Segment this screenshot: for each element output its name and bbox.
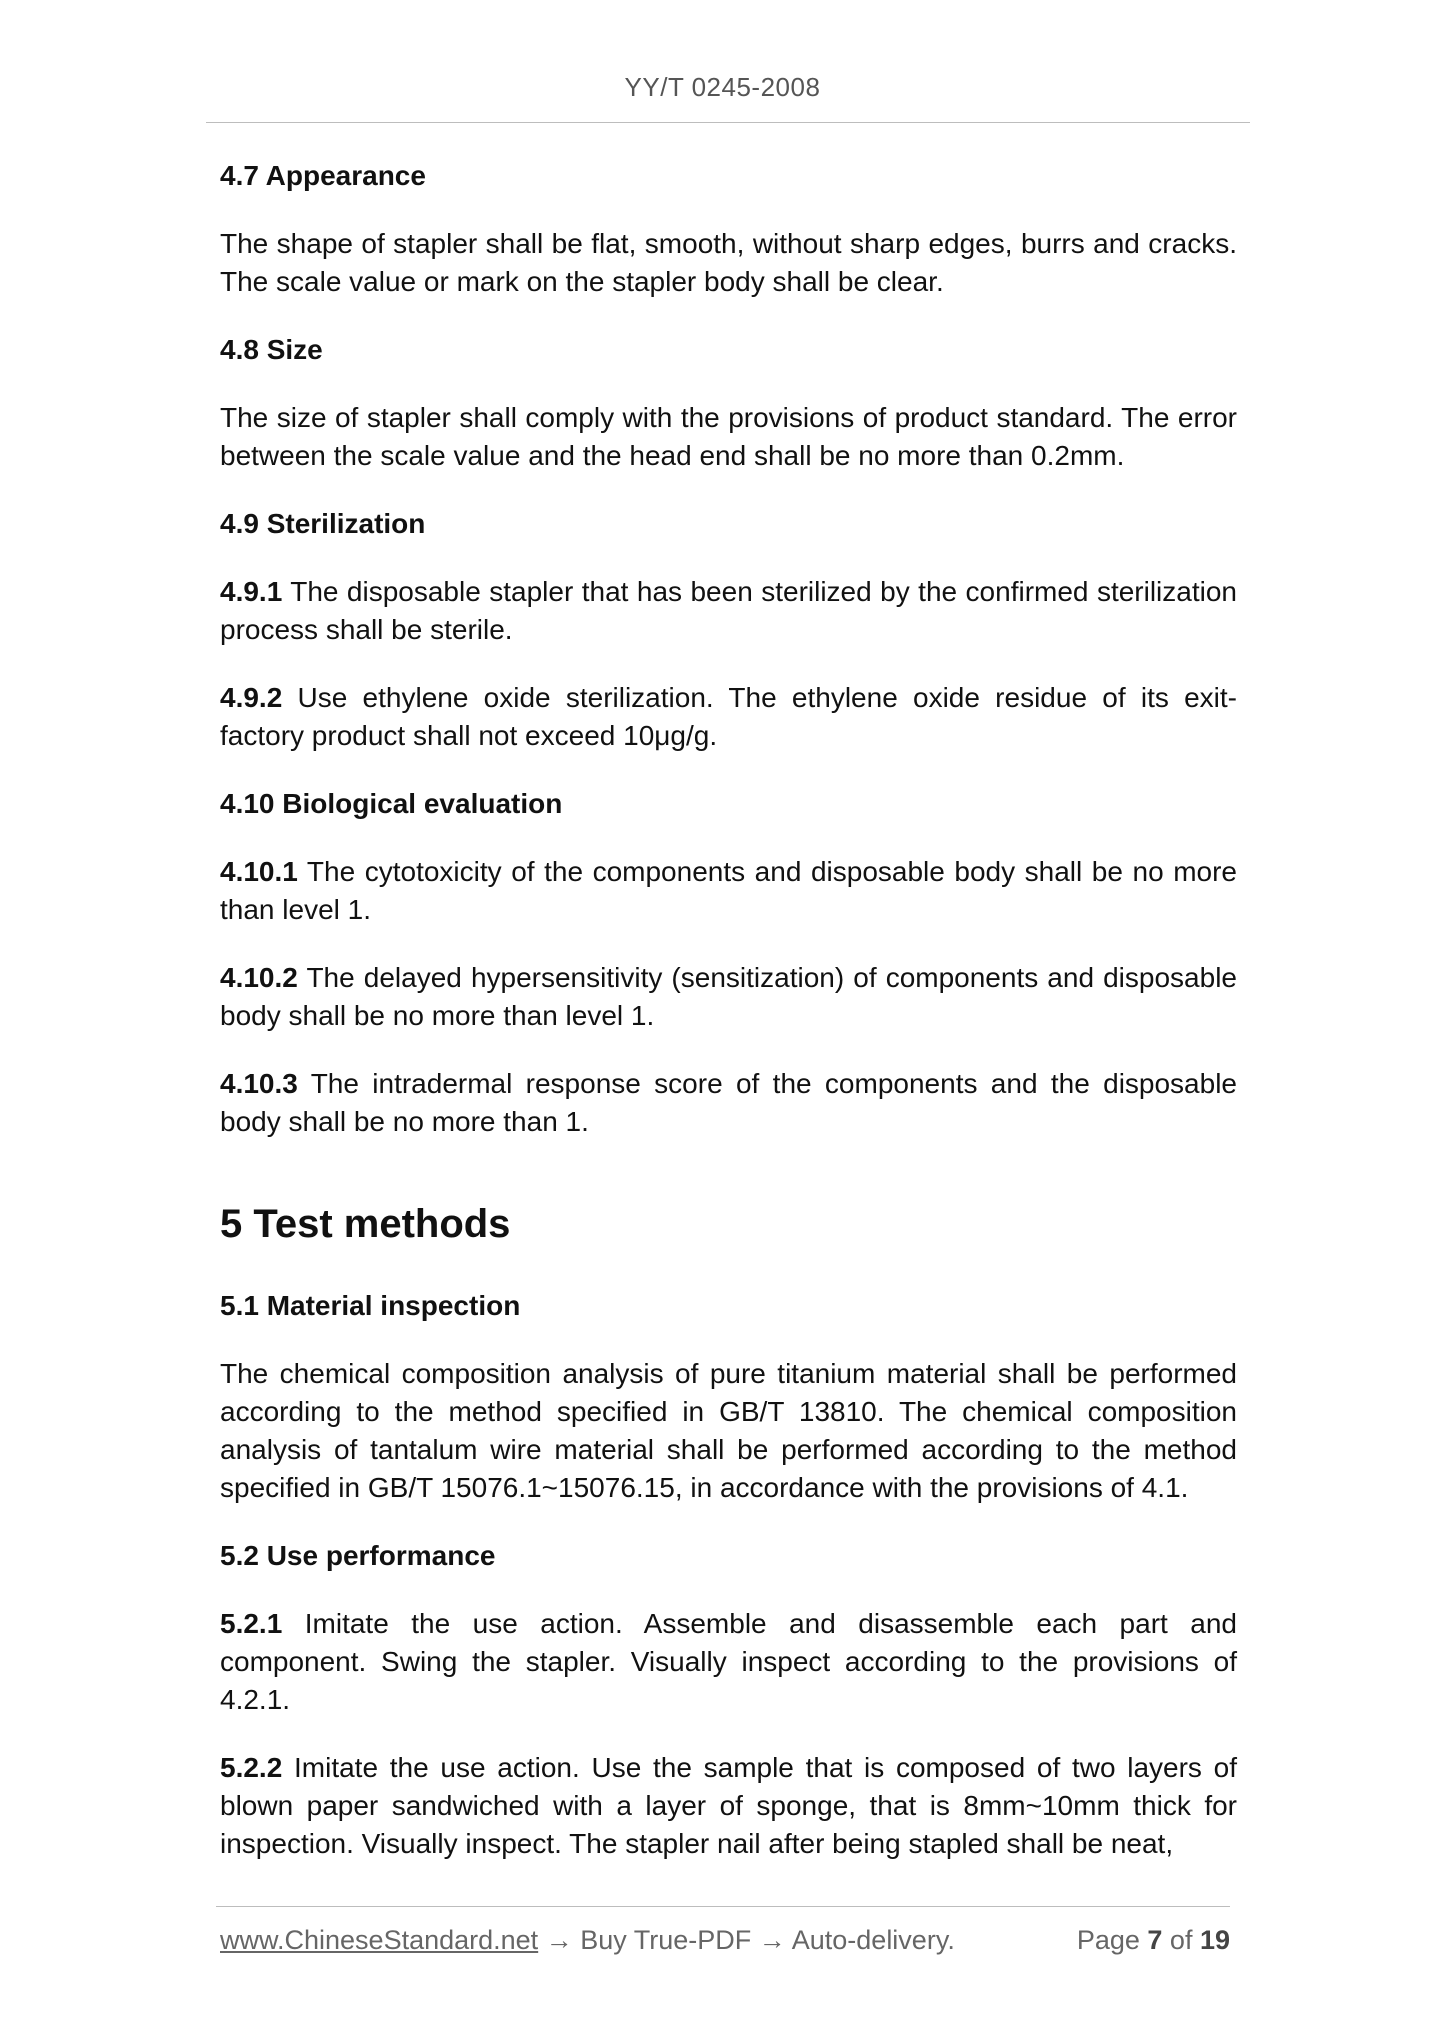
clause-4-10-3: [220, 1065, 1237, 1141]
clause-number: 4.9.2: [220, 682, 283, 713]
page-label: Page: [1076, 1925, 1148, 1955]
document-body: [220, 157, 1237, 1893]
of-label: of: [1162, 1925, 1200, 1955]
clause-4-9-2: [220, 679, 1237, 755]
clause-4-10-1: [220, 853, 1237, 929]
clause-text: The intradermal response score of the components and the disposable body shall be no more than 1.: [220, 1068, 1237, 1137]
clause-number: 5.2.2: [220, 1752, 283, 1783]
clause-4-9-1: [220, 573, 1237, 649]
current-page-number: 7: [1147, 1925, 1163, 1955]
footer-tagline: → Buy True-PDF → Auto-delivery.: [538, 1925, 955, 1955]
website-link[interactable]: www.ChineseStandard.net: [220, 1925, 539, 1955]
chapter-title-5: 5 Test methods: [220, 1202, 511, 1246]
footer-divider: [216, 1906, 1230, 1907]
section-text-4-7: The shape of stapler shall be flat, smooth, without sharp edges, burrs and cracks. The scale value or mark on the stapler body shall be clear.: [220, 228, 1237, 297]
clause-text: The cytotoxicity of the components and disposable body shall be no more than level 1.: [220, 856, 1237, 925]
clause-4-10-2: [220, 959, 1237, 1035]
header-divider: [206, 122, 1250, 123]
section-text-5-1: The chemical composition analysis of pure titanium material shall be performed according to the method specified in GB/T 13810. The chemical composition analysis of tantalum wire material shall be performed according to the method specified in GB/T 15076.1~15076.15, in accordance with the provisions of 4.1.: [220, 1358, 1237, 1503]
clause-text: Imitate the use action. Use the sample that is composed of two layers of blown paper sandwiched with a layer of sponge, that is 8mm~10mm thick for inspection. Visually inspect. The stapler nail after being stapled shall be neat,: [220, 1752, 1237, 1859]
footer-promo: [220, 1925, 955, 1956]
clause-text: The delayed hypersensitivity (sensitization) of components and disposable body shall be no more than level 1.: [220, 962, 1237, 1031]
clause-text: Use ethylene oxide sterilization. The ethylene oxide residue of its exit-factory product shall not exceed 10μg/g.: [220, 682, 1237, 751]
clause-5-2-2: [220, 1749, 1237, 1863]
section-heading-5-2: 5.2 Use performance: [220, 1540, 496, 1571]
clause-number: 4.10.3: [220, 1068, 298, 1099]
clause-text: Imitate the use action. Assemble and disassemble each part and component. Swing the stapler. Visually inspect according to the provisions of 4.2.1.: [220, 1608, 1237, 1715]
section-heading-4-8: 4.8 Size: [220, 334, 323, 365]
total-pages-number: 19: [1199, 1925, 1230, 1955]
clause-number: 5.2.1: [220, 1608, 283, 1639]
page-indicator: [1077, 1925, 1230, 1956]
clause-number: 4.10.1: [220, 856, 298, 887]
clause-number: 4.10.2: [220, 962, 298, 993]
section-heading-4-9: 4.9 Sterilization: [220, 508, 426, 539]
section-heading-4-7: 4.7 Appearance: [220, 160, 426, 191]
document-id-header: YY/T 0245-2008: [624, 72, 821, 102]
section-heading-5-1: 5.1 Material inspection: [220, 1290, 521, 1321]
clause-number: 4.9.1: [220, 576, 283, 607]
section-text-4-8: The size of stapler shall comply with the provisions of product standard. The error between the scale value and the head end shall be no more than 0.2mm.: [220, 402, 1237, 471]
clause-text: The disposable stapler that has been sterilized by the confirmed sterilization process shall be sterile.: [220, 576, 1237, 645]
clause-5-2-1: [220, 1605, 1237, 1719]
section-heading-4-10: 4.10 Biological evaluation: [220, 788, 563, 819]
